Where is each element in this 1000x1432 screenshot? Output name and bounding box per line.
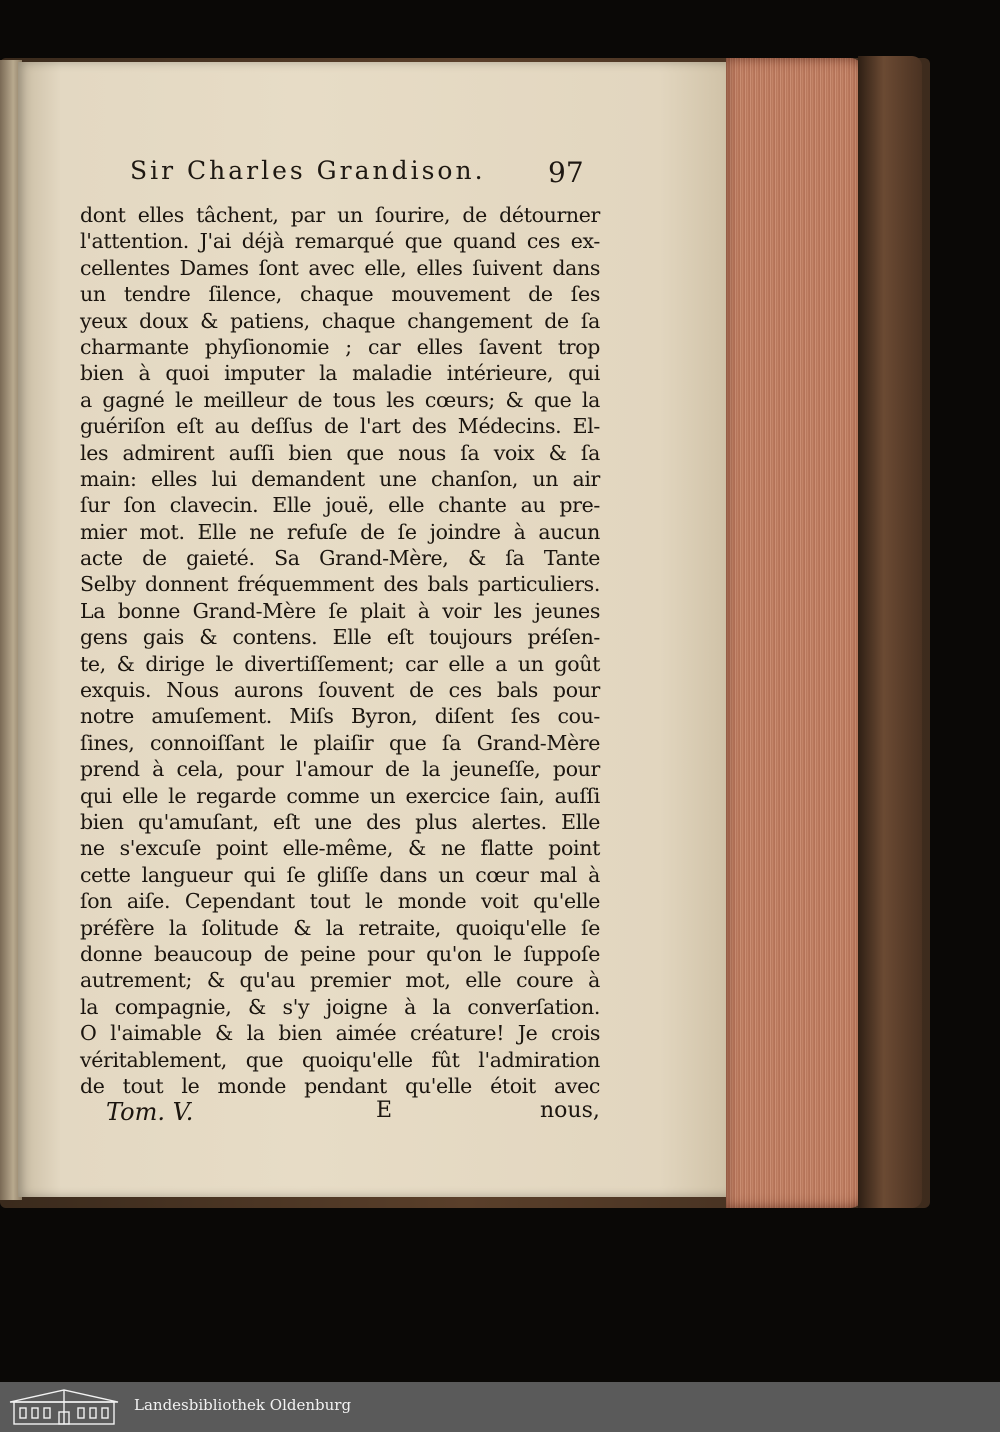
footer-bar xyxy=(0,1382,1000,1432)
text-line: préfère la ſolitude & la retraite, quoiqu'elle ſe xyxy=(80,915,600,940)
text-line: gens gais & contens. Elle eſt toujours préſen- xyxy=(80,625,600,650)
book-cover-edge xyxy=(858,56,922,1208)
signature-letter: E xyxy=(376,1098,393,1123)
text-line: l'attention. J'ai déjà remarqué que quand ces ex- xyxy=(80,229,600,254)
text-line: mier mot. Elle ne refuſe de ſe joindre à aucun xyxy=(80,519,600,544)
text-line: bien à quoi imputer la maladie intérieure, qui xyxy=(80,361,600,386)
library-building-icon xyxy=(6,1388,122,1426)
text-line: O l'aimable & la bien aimée créature! Je crois xyxy=(80,1021,600,1046)
text-line: véritablement, que quoiqu'elle fût l'admiration xyxy=(80,1047,600,1072)
text-line: Selby donnent fréquemment des bals particuliers. xyxy=(80,572,600,597)
text-line: un tendre ſilence, chaque mouvement de ſes xyxy=(80,282,600,307)
text-line: ſon aiſe. Cependant tout le monde voit qu'elle xyxy=(80,889,600,914)
text-line: La bonne Grand-Mère ſe plait à voir les jeunes xyxy=(80,598,600,623)
text-line: bien qu'amuſant, eſt une des plus alertes. Elle xyxy=(80,809,600,834)
signature-mark: Tom. V. xyxy=(106,1098,194,1126)
text-line: charmante phyſionomie ; car elles ſavent trop xyxy=(80,334,600,359)
running-head: Sir Charles Grandison. xyxy=(130,156,486,185)
text-line: main: elles lui demandent une chanſon, un air xyxy=(80,466,600,491)
text-line: cette langueur qui ſe gliſſe dans un cœur mal à xyxy=(80,862,600,887)
text-line: dont elles tâchent, par un ſourire, de détourner xyxy=(80,203,600,227)
text-line: ſur ſon clavecin. Elle jouë, elle chante au pre- xyxy=(80,493,600,518)
text-line: acte de gaieté. Sa Grand-Mère, & ſa Tante xyxy=(80,546,600,571)
text-line: a gagné le meilleur de tous les cœurs; & que la xyxy=(80,387,600,412)
text-line: guériſon eſt au deſſus de l'art des Médecins. El- xyxy=(80,414,600,439)
text-line: autrement; & qu'au premier mot, elle coure à xyxy=(80,968,600,993)
text-line: prend à cela, pour l'amour de la jeuneſſe, pour xyxy=(80,757,600,782)
text-line: la compagnie, & s'y joigne à la converſation. xyxy=(80,994,600,1019)
text-line: te, & dirige le divertiſſement; car elle a un goût xyxy=(80,651,600,676)
page-fore-edge xyxy=(726,58,864,1208)
catchword: nous, xyxy=(540,1098,600,1123)
text-line: cellentes Dames ſont avec elle, elles ſuivent dans xyxy=(80,255,600,280)
text-line: exquis. Nous aurons ſouvent de ces bals pour xyxy=(80,678,600,703)
library-name: Landesbibliothek Oldenburg xyxy=(134,1396,352,1414)
text-line: donne beaucoup de peine pour qu'on le ſuppoſe xyxy=(80,941,600,966)
page-number: 97 xyxy=(548,156,584,189)
text-line: yeux doux & patiens, chaque changement de ſa xyxy=(80,308,600,333)
text-line: qui elle le regarde comme un exercice ſain, auſſi xyxy=(80,783,600,808)
text-line: de tout le monde pendant qu'elle étoit avec xyxy=(80,1073,600,1098)
text-line: les admirent auſſi bien que nous ſa voix & ſa xyxy=(80,440,600,465)
text-line: notre amuſement. Miſs Byron, diſent ſes cou- xyxy=(80,704,600,729)
text-line: ne s'excuſe point elle-même, & ne flatte point xyxy=(80,836,600,861)
text-line: ſines, connoiſſant le plaiſir que ſa Grand-Mère xyxy=(80,730,600,755)
body-text xyxy=(80,202,600,1099)
